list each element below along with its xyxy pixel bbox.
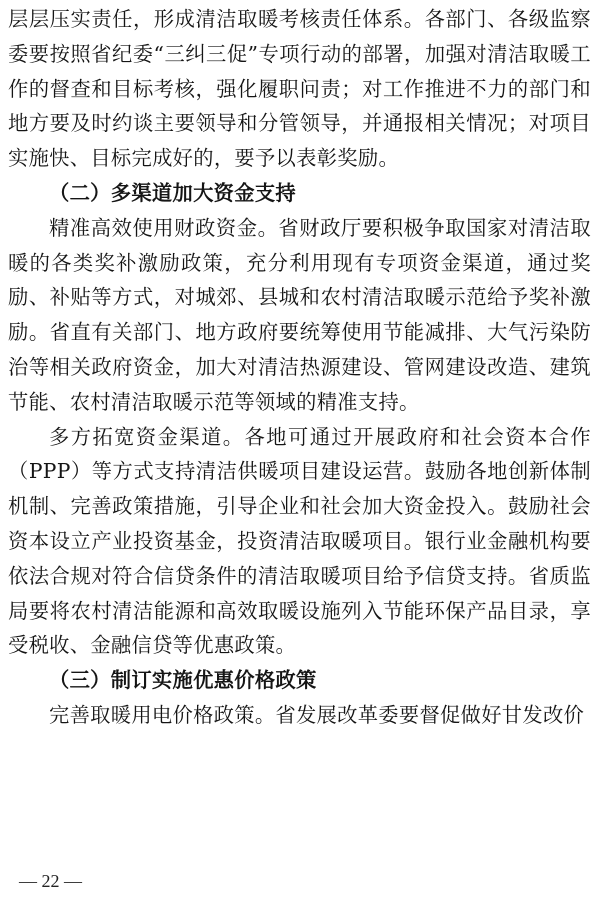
section-heading-pricing: （三）制订实施优惠价格政策 <box>49 668 317 693</box>
paragraph-fiscal-funds: 精准高效使用财政资金。省财政厅要积极争取国家对清洁取暖的各类奖补激励政策，充分利用现有专项资金渠道，通过奖励、补贴等方式，对城郊、县城和农村清洁取暖示范给予奖补激励。省直有关部门、地方政府要统筹使用节能减排、大气污染防治等相关政府资金，加大对清洁热源建设、管网建设改造、建筑节能、农村清洁取暖示范等领域的精准支持。 <box>8 215 591 414</box>
page-number: — 22 — <box>19 871 82 891</box>
document-body <box>8 2 591 733</box>
paragraph-responsibility: 层层压实责任，形成清洁取暖考核责任体系。各部门、各级监察委要按照省纪委“三纠三促”专项行动的部署，加强对清洁取暖工作的督查和目标考核，强化履职问责；对工作推进不力的部门和地方要及时约谈主要领导和分管领导，并通报相关情况；对项目实施快、目标完成好的，要予以表彰奖励。 <box>8 7 591 171</box>
paragraph-electricity-pricing: 完善取暖用电价格政策。省发展改革委要督促做好甘发改价 <box>49 702 585 727</box>
paragraph-funding-channels: 多方拓宽资金渠道。各地可通过开展政府和社会资本合作（PPP）等方式支持清洁供暖项目建设运营。鼓励各地创新体制机制、完善政策措施，引导企业和社会加大资金投入。鼓励社会资本设立产业投资基金，投资清洁取暖项目。银行业金融机构要依法合规对符合信贷条件的清洁取暖项目给予信贷支持。省质监局要将农村清洁能源和高效取暖设施列入节能环保产品目录，享受税收、金融信贷等优惠政策。 <box>8 424 591 658</box>
section-heading-funding: （二）多渠道加大资金支持 <box>49 180 296 205</box>
